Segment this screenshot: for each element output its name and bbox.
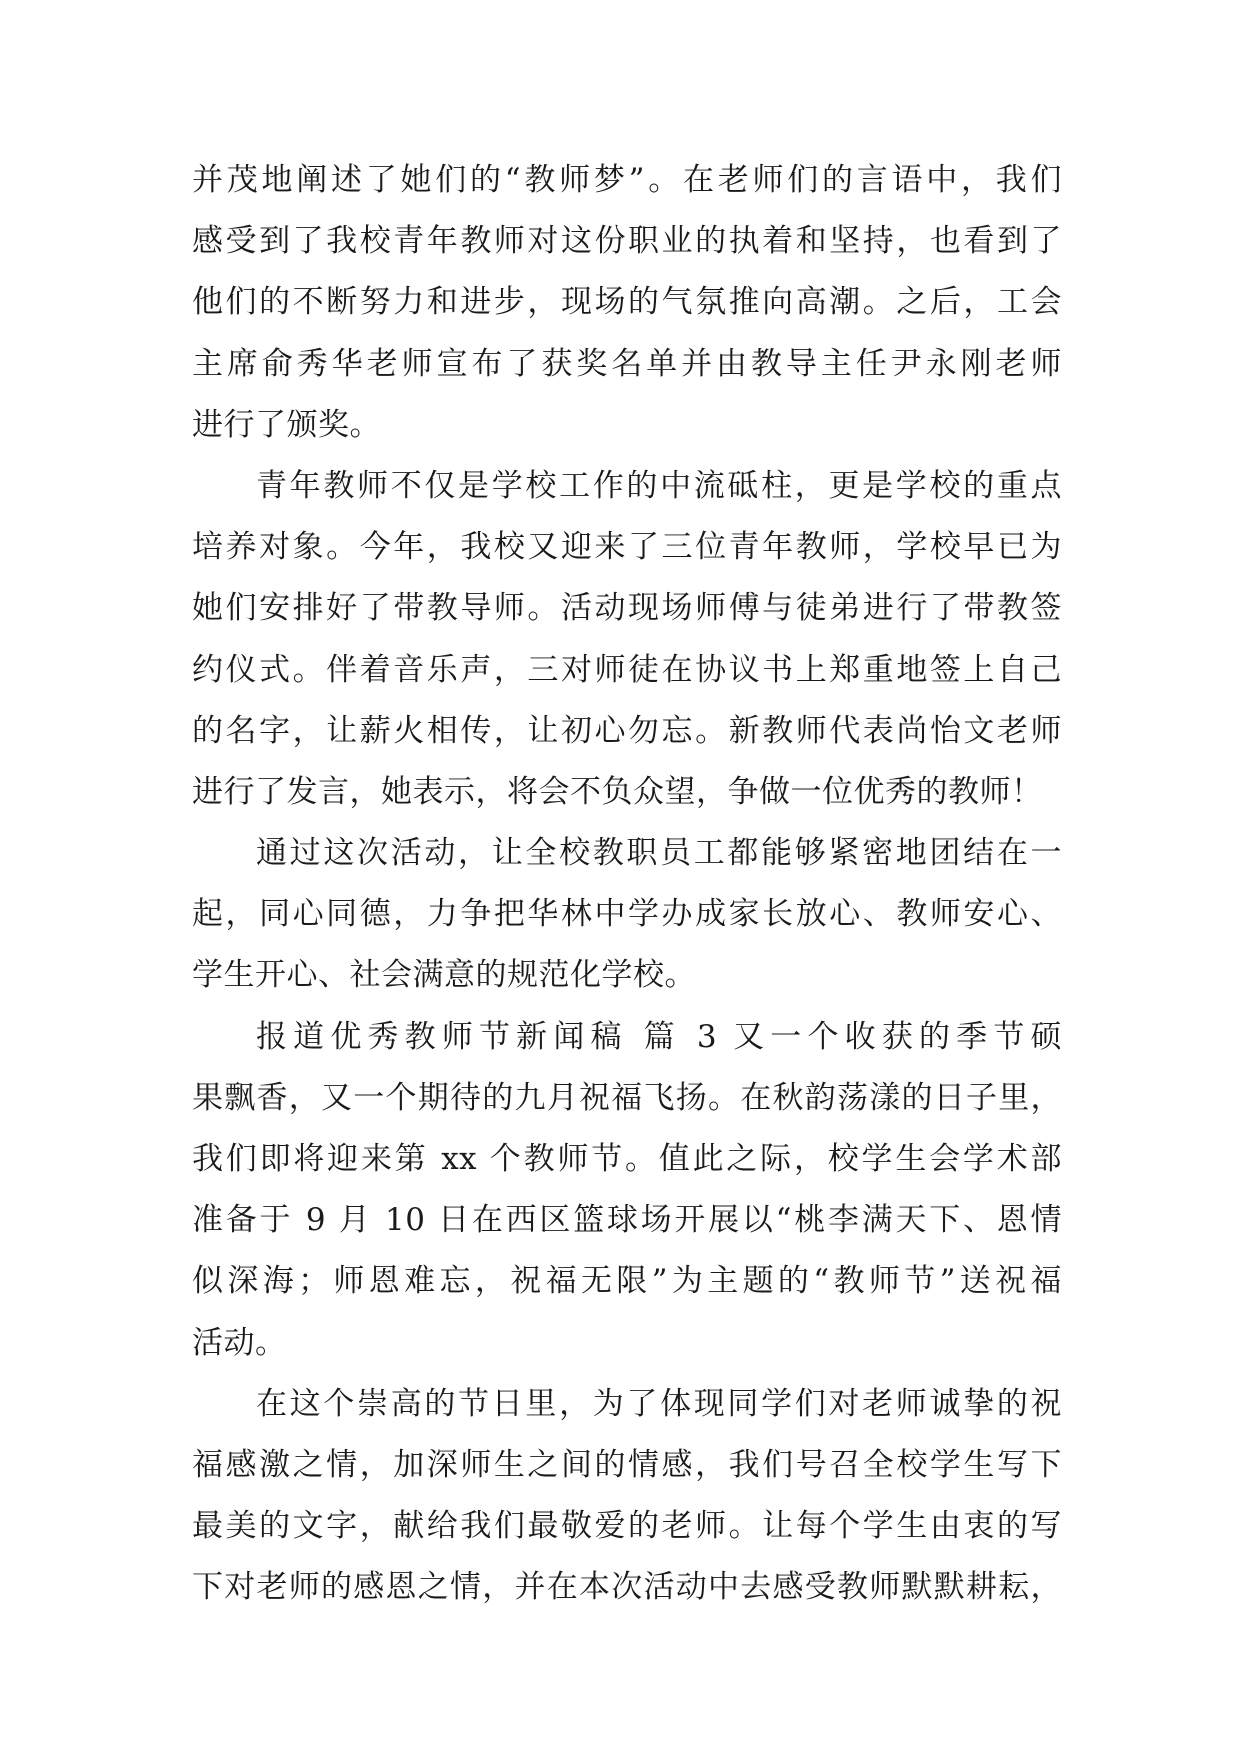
paragraph-first-line: 在这个崇高的节日里，为了体现同学们对老师诚挚的祝 [256, 1385, 1062, 1422]
paragraph-first-line: 青年教师不仅是学校工作的中流砥柱，更是学校的重点 [256, 467, 1062, 504]
text-line: 福感激之情，加深师生之间的情感，我们号召全校学生写下 [192, 1446, 1062, 1483]
text-line: 主席俞秀华老师宣布了获奖名单并由教导主任尹永刚老师 [192, 345, 1062, 382]
text-line: 约仪式。伴着音乐声，三对师徒在协议书上郑重地签上自己 [192, 651, 1062, 688]
text-line: 活动。 [192, 1324, 287, 1361]
text-line: 感受到了我校青年教师对这份职业的执着和坚持，也看到了 [192, 223, 1062, 260]
text-line: 学生开心、社会满意的规范化学校。 [192, 957, 696, 994]
section-heading-line: 报道优秀教师节新闻稿 篇 3 又一个收获的季节硕 [256, 1018, 1062, 1055]
text-line: 最美的文字，献给我们最敬爱的老师。让每个学生由衷的写 [192, 1508, 1062, 1545]
text-line: 培养对象。今年，我校又迎来了三位青年教师，学校早已为 [192, 529, 1062, 566]
text-line: 进行了颁奖。 [192, 406, 381, 443]
text-line: 似深海；师恩难忘，祝福无限”为主题的“教师节”送祝福 [192, 1263, 1062, 1300]
text-line: 准备于 9 月 10 日在西区篮球场开展以“桃李满天下、恩情 [192, 1202, 1062, 1239]
text-line: 她们安排好了带教导师。活动现场师傅与徒弟进行了带教签 [192, 590, 1062, 627]
text-line: 我们即将迎来第 xx 个教师节。值此之际，校学生会学术部 [192, 1141, 1062, 1177]
text-line: 并茂地阐述了她们的“教师梦”。在老师们的言语中，我们 [192, 162, 1062, 198]
text-line: 进行了发言，她表示，将会不负众望，争做一位优秀的教师！ [192, 773, 1043, 810]
text-line: 的名字，让薪火相传，让初心勿忘。新教师代表尚怡文老师 [192, 712, 1062, 749]
paragraph-first-line: 通过这次活动，让全校教职员工都能够紧密地团结在一 [256, 835, 1062, 872]
text-line: 起，同心同德，力争把华林中学办成家长放心、教师安心、 [192, 896, 1062, 933]
text-line: 他们的不断努力和进步，现场的气氛推向高潮。之后，工会 [192, 284, 1062, 321]
text-line: 下对老师的感恩之情，并在本次活动中去感受教师默默耕耘， [192, 1569, 1062, 1606]
document-body [192, 150, 1062, 1619]
text-line: 果飘香，又一个期待的九月祝福飞扬。在秋韵荡漾的日子里， [192, 1079, 1062, 1116]
